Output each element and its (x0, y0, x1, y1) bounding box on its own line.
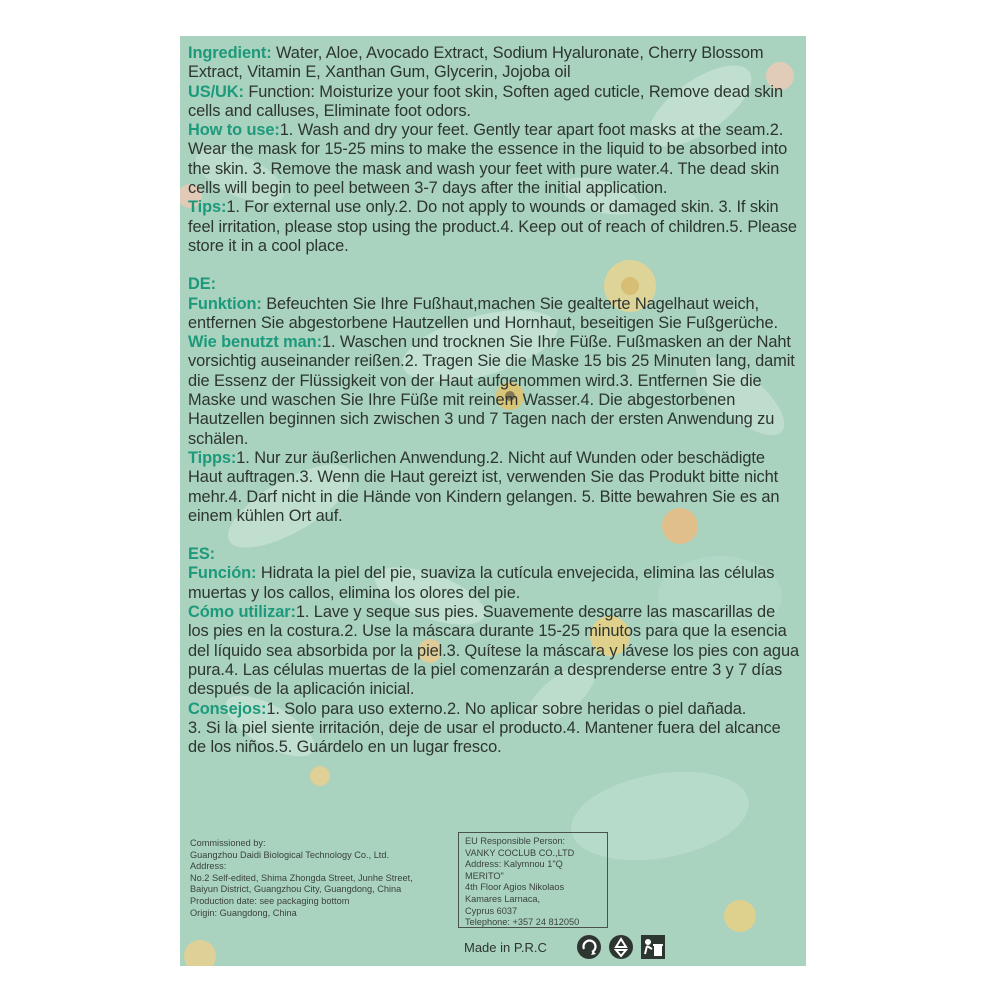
commissioned-line: No.2 Self-edited, Shima Zhongda Street, Junhe Street, (190, 872, 413, 883)
commissioned-line: Address: (190, 861, 227, 872)
en-function (188, 83, 800, 122)
dispose-in-bin-icon (640, 934, 666, 960)
funcion-text: Hidrata la piel del pie, suaviza la cutícula envejecida, elimina las células muertas y los callos, elimina los olores del pie. (188, 564, 775, 602)
eu-line: Cyprus 6037 (465, 905, 518, 916)
consejos-text: 1. Solo para uso externo.2. No aplicar sobre heridas o piel dañada. (266, 699, 747, 718)
en-tips (188, 198, 800, 256)
es-function (188, 564, 800, 603)
de-function (188, 295, 800, 334)
flower-decoration (310, 766, 330, 786)
de-heading (188, 275, 800, 294)
de-heading-text: DE: (188, 275, 216, 294)
label-panel (180, 36, 806, 966)
commissioned-block (190, 838, 452, 919)
how-to-use-text: 1. Wash and dry your feet. Gently tear apart foot masks at the seam.2. Wear the mask for 15-25 mins to make the essence in the liquid to be absorbed into the skin. 3. Remove the mask and wash your feet with pure water.4. The dead skin cells will begin to peel between 3-7 days after the initial application. (188, 121, 788, 198)
how-to-use-label: How to use: (188, 121, 280, 140)
mobius-recycle-icon (608, 934, 634, 960)
flower-decoration (184, 940, 216, 966)
wie-benutzt-man-text: 1. Waschen und trocknen Sie Ihre Füße. Fußmasken an der Naht vorsichtig auseinander reißen.2. Tragen Sie die Maske 15 bis 25 Minuten lang, damit die Essenz der Flüssigkeit von der Haut aufgenommen wird.3. Entfernen Sie die Maske und waschen Sie Ihre Füße mit reinem Wasser.4. Die abgestorbenen Hautzellen beginnen sich zwischen 3 und 7 Tagen nach der ersten Anwendung zu schälen. (188, 333, 795, 448)
eu-responsible-box (458, 832, 608, 928)
eu-line: EU Responsible Person: (465, 836, 566, 846)
en-ingredient (188, 44, 800, 83)
eu-line: VANKY COCLUB CO.,LTD (465, 847, 575, 858)
tips-text: 1. For external use only.2. Do not apply to wounds or damaged skin. 3. If skin feel irritation, please stop using the product.4. Keep out of reach of children.5. Please store it in a cool place. (188, 198, 797, 255)
funktion-label: Funktion: (188, 294, 262, 313)
tipps-label: Tipps: (188, 448, 237, 467)
us-uk-function-text: Function: Moisturize your foot skin, Soften aged cuticle, Remove dead skin cells and calluses, Eliminate foot odors. (188, 82, 783, 120)
tipps-text: 1. Nur zur äußerlichen Anwendung.2. Nicht auf Wunden oder beschädigte Haut auftragen.3. Wenn die Haut gereizt ist, verwenden Sie das Produkt bitte nicht mehr.4. Darf nicht in die Hände von Kindern gelangen. 5. Bitte bewahren Sie es an einem kühlen Ort auf. (188, 448, 780, 525)
made-in-label: Made in P.R.C (464, 940, 547, 955)
recycle-loop-icon (576, 934, 602, 960)
como-utilizar-label: Cómo utilizar: (188, 603, 296, 622)
es-tips-continued: 3. Si la piel siente irritación, deje de usar el producto.4. Mantener fuera del alcance de los niños.5. Guárdelo en un lugar fresco. (188, 718, 781, 757)
funcion-label: Función: (188, 564, 257, 583)
ingredient-text: Water, Aloe, Avocado Extract, Sodium Hyaluronate, Cherry Blossom Extract, Vitamin E, Xanthan Gum, Glycerin, Jojoba oil (188, 44, 764, 82)
es-heading (188, 545, 800, 564)
eu-line: 4th Floor Agios Nikolaos (465, 882, 565, 893)
us-uk-label: US/UK: (188, 82, 244, 101)
eu-line: Telephone: +357 24 812050 (465, 917, 580, 928)
commissioned-line: Production date: see packaging bottom (190, 895, 350, 906)
label-text (188, 44, 800, 757)
commissioned-line: Baiyun District, Guangzhou City, Guangdong, China (190, 884, 402, 895)
consejos-label: Consejos: (188, 699, 267, 718)
funktion-text: Befeuchten Sie Ihre Fußhaut,machen Sie gealterte Nagelhaut weich, entfernen Sie abgestorbene Hautzellen und Hornhaut, beseitigen Sie Fußgerüche. (188, 294, 778, 332)
wie-benutzt-man-label: Wie benutzt man: (188, 333, 322, 352)
es-heading-text: ES: (188, 545, 216, 564)
es-tips (188, 700, 800, 719)
de-howto (188, 333, 800, 449)
es-howto (188, 603, 800, 699)
eu-line: Kamares Larnaca, (465, 893, 541, 904)
eu-line: Address: Kalymnou 1"Q MERITO" (465, 859, 563, 881)
ingredient-label: Ingredient: (188, 44, 272, 62)
de-tips (188, 449, 800, 526)
commissioned-line: Commissioned by: (190, 838, 266, 848)
commissioned-line: Guangzhou Daidi Biological Technology Co., Ltd. (190, 849, 390, 860)
como-utilizar-text: 1. Lave y seque sus pies. Suavemente desgarre las mascarillas de los pies en la costura.2. Use la máscara durante 15-25 minutos para que la esencia del líquido sea absorbida por la piel.3. Quítese la máscara y lávese los pies con agua pura.4. Las células muertas de la piel comenzarán a desprenderse entre 3 y 7 días después de la aplicación inicial. (188, 603, 799, 699)
flower-decoration (724, 900, 756, 932)
commissioned-line: Origin: Guangdong, China (190, 907, 297, 918)
en-howto (188, 121, 800, 198)
tips-label: Tips: (188, 198, 227, 217)
